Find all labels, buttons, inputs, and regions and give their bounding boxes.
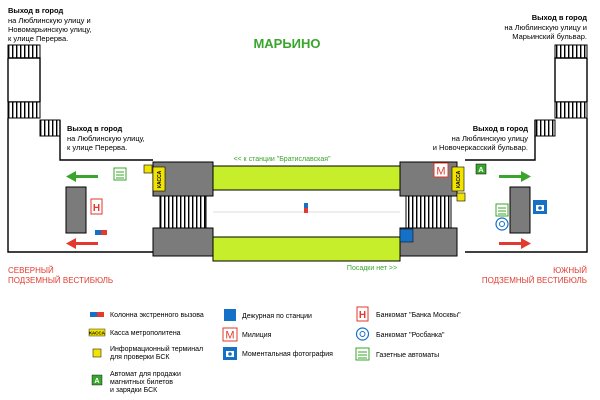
- svg-text:A: A: [94, 376, 100, 385]
- legend-label: Банкомат "Росбанка": [376, 332, 445, 339]
- stairs-top-right: [555, 45, 587, 58]
- exit-top-right-line-2: Марьинский бульвар.: [512, 32, 587, 41]
- station-attendant-icon: [224, 309, 236, 321]
- legend-item-info-terminal: [93, 345, 203, 361]
- emergency-column-icon: [95, 230, 107, 235]
- svg-text:Н: Н: [358, 310, 367, 321]
- legend-label: Колонна экстренного вызова: [110, 312, 204, 319]
- exit-middle-left-line-1: на Люблинскую улицу,: [67, 134, 145, 143]
- legend-label: магнитных билетов: [110, 379, 173, 386]
- legend-label: Касса метрополитена: [110, 330, 181, 337]
- north-vestibule-label: [8, 266, 113, 285]
- newspaper-machine-icon: [114, 168, 126, 180]
- turnstile-block-right: [510, 187, 530, 233]
- ticket-machine-icon: [476, 164, 486, 174]
- exit-top-left-line-1: на Люблинскую улицу и: [8, 16, 91, 25]
- exit-top-right-line-1: на Люблинскую улицу и: [504, 23, 587, 32]
- svg-text:Н: Н: [92, 203, 101, 214]
- exit-middle-right-line-1: на Люблинскую улицу: [451, 134, 528, 143]
- exit-top-right: [504, 13, 587, 41]
- arrow-red-left: [66, 238, 98, 249]
- legend: [89, 307, 461, 394]
- exit-middle-right-title: Выход в город: [472, 124, 528, 133]
- legend-item-emergency-column: [90, 312, 204, 319]
- stairs-top-left: [8, 45, 40, 58]
- exit-middle-left: [67, 124, 145, 152]
- exit-middle-left-title: Выход в город: [67, 124, 123, 133]
- track-bottom: [213, 237, 400, 261]
- platform-top-label: << к станции "Братиславская": [233, 156, 331, 163]
- newspaper-machine-icon: [496, 204, 508, 216]
- legend-item-ticket-office: [89, 329, 181, 337]
- info-terminal-icon: [144, 165, 152, 173]
- bank-moscow-atm-icon: [357, 307, 368, 321]
- rosbank-atm-icon: [357, 328, 369, 340]
- legend-item-photo-booth: [223, 347, 333, 360]
- legend-label: для проверки БСК: [110, 354, 170, 361]
- station-attendant-icon: [400, 229, 413, 242]
- legend-item-rosbank-atm: [357, 328, 446, 340]
- platform-bottom-label: Посадки нет >>: [346, 265, 398, 272]
- ticket-office-icon: [89, 329, 106, 336]
- legend-label: Моментальная фотография: [242, 351, 333, 358]
- emergency-column-icon: [90, 312, 104, 317]
- south-vestibule-line-1: ЮЖНЫЙ: [553, 266, 587, 275]
- arrow-red-right: [499, 238, 531, 249]
- exit-top-left-title: Выход в город: [8, 6, 64, 15]
- svg-text:М: М: [225, 329, 235, 342]
- bank-moscow-atm-icon: [91, 199, 102, 214]
- svg-text:A: A: [478, 165, 484, 174]
- turnstile-block-left: [66, 187, 86, 233]
- photo-booth-icon: [223, 347, 237, 360]
- stairs-mid-right: [555, 102, 587, 118]
- legend-item-ticket-machine: [92, 371, 181, 394]
- exit-middle-right: [433, 124, 528, 152]
- south-vestibule-line-2: ПОДЗЕМНЫЙ ВЕСТИБЮЛЬ: [481, 276, 587, 285]
- rosbank-atm-icon: [496, 218, 508, 230]
- photo-booth-icon: [533, 200, 547, 214]
- platform: [213, 156, 400, 272]
- police-icon: [223, 328, 237, 342]
- stairs-mid-left: [8, 102, 40, 118]
- north-vestibule-line-1: СЕВЕРНЫЙ: [8, 266, 54, 275]
- legend-label: Дежурная по станции: [242, 313, 312, 320]
- legend-label: и зарядки БСК: [110, 387, 158, 394]
- legend-label: Газетные автоматы: [376, 352, 440, 359]
- north-vestibule-line-2: ПОДЗЕМНЫЙ ВЕСТИБЮЛЬ: [8, 276, 114, 285]
- exit-top-left-line-2: Новомарьинскую улицу,: [8, 25, 92, 34]
- exit-middle-left-line-2: к улице Перерва.: [67, 143, 128, 152]
- ticket-office-icon-text: КАССА: [89, 330, 105, 336]
- legend-item-newspaper-machine: [356, 348, 439, 360]
- svg-text:М: М: [436, 165, 446, 178]
- legend-item-police: [223, 328, 272, 342]
- stairs-passage-left: [40, 120, 60, 136]
- track-top: [213, 166, 400, 190]
- stairs-passage-right: [535, 120, 555, 136]
- newspaper-machine-icon: [356, 348, 369, 360]
- ticket-office-left: [153, 167, 165, 191]
- police-icon: [434, 163, 448, 178]
- info-terminal-icon: [457, 193, 465, 201]
- legend-item-station-attendant: [224, 309, 312, 321]
- info-terminal-icon: [93, 349, 101, 357]
- exit-top-left: [8, 6, 92, 43]
- arrow-green-right: [499, 171, 531, 182]
- ticket-office-left-label: КАССА: [157, 170, 163, 188]
- legend-label: Милиция: [242, 332, 272, 339]
- ticket-office-right-label: КАССА: [456, 170, 462, 188]
- exit-middle-right-line-2: и Новочеркасский бульвар.: [432, 143, 528, 152]
- ticket-office-right: [452, 167, 464, 191]
- legend-label: Банкомат "Банка Москвы": [376, 312, 461, 319]
- legend-item-bank-moscow-atm: [357, 307, 461, 321]
- emergency-column-icon: [304, 203, 308, 213]
- legend-label: Информационный терминал: [110, 346, 204, 353]
- legend-label: Автомат для продажи: [110, 371, 181, 378]
- station-name: МАРЬИНО: [253, 36, 321, 51]
- exit-top-left-line-3: к улице Перерва.: [8, 34, 69, 43]
- ticket-machine-icon: [92, 375, 102, 385]
- arrow-green-left: [66, 171, 98, 182]
- upper-walls: [8, 58, 587, 102]
- exit-top-right-title: Выход в город: [531, 13, 587, 22]
- south-vestibule-label: [482, 266, 587, 285]
